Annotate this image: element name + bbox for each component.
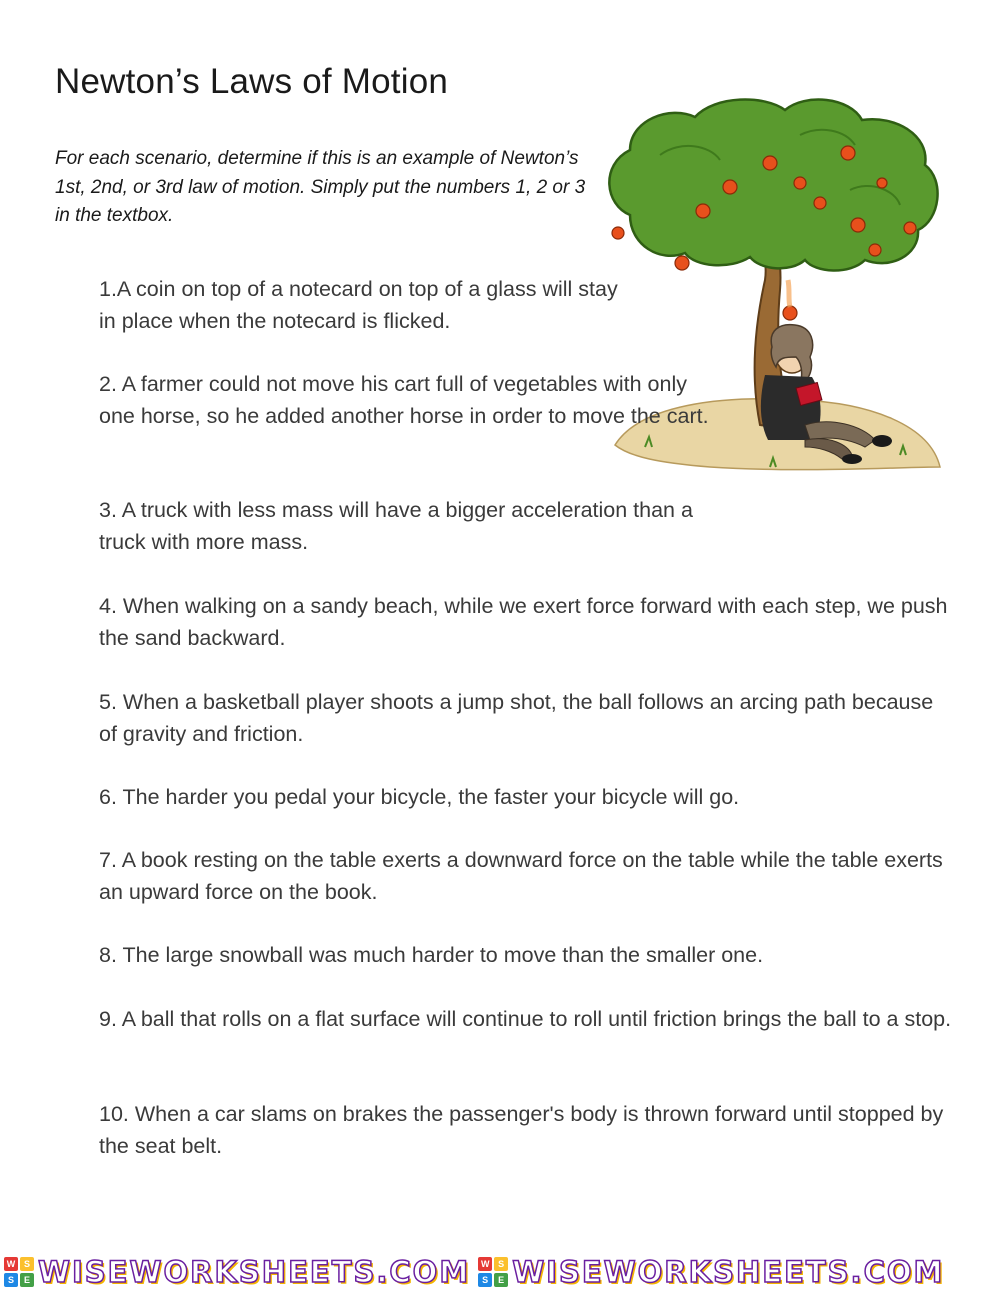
- wiseworksheets-logo-icon: W S S E: [478, 1257, 508, 1287]
- question-4: 4. When walking on a sandy beach, while we exert force forward with each step, we push the sand backward.: [99, 594, 948, 650]
- question-1: 1.A coin on top of a notecard on top of a glass will stay in place when the notecard is flicked.: [99, 277, 618, 333]
- page-title: Newton’s Laws of Motion: [55, 62, 449, 101]
- wiseworksheets-logo-icon: W S S E: [4, 1257, 34, 1287]
- question-7: 7. A book resting on the table exerts a downward force on the table while the table exerts an upward force on the book.: [99, 848, 943, 904]
- instructions: For each scenario, determine if this is an example of Newton’s 1st, 2nd, or 3rd law of motion. Simply put the numbers 1, 2 or 3 in the textbox.: [55, 148, 586, 226]
- question-10: 10. When a car slams on brakes the passenger's body is thrown forward until stopped by the seat belt.: [99, 1102, 944, 1158]
- watermark-brand: [4, 1255, 470, 1289]
- watermark-text: WISEWORKSHEETS.COM: [38, 1254, 471, 1289]
- question-3: 3. A truck with less mass will have a bigger acceleration than a truck with more mass.: [99, 498, 693, 554]
- question-8: 8. The large snowball was much harder to move than the smaller one.: [99, 943, 764, 967]
- question-5: 5. When a basketball player shoots a jump shot, the ball follows an arcing path because of gravity and friction.: [99, 690, 934, 746]
- watermark-footer: [0, 1252, 1000, 1291]
- question-6: 6. The harder you pedal your bicycle, the faster your bicycle will go.: [99, 785, 740, 809]
- watermark-text: WISEWORKSHEETS.COM: [512, 1254, 945, 1289]
- watermark-brand-repeat: [478, 1255, 944, 1289]
- question-2: 2. A farmer could not move his cart full of vegetables with only one horse, so he added another horse in order to move the cart.: [99, 372, 709, 428]
- question-9: 9. A ball that rolls on a flat surface will continue to roll until friction brings the ball to a stop.: [99, 1007, 952, 1031]
